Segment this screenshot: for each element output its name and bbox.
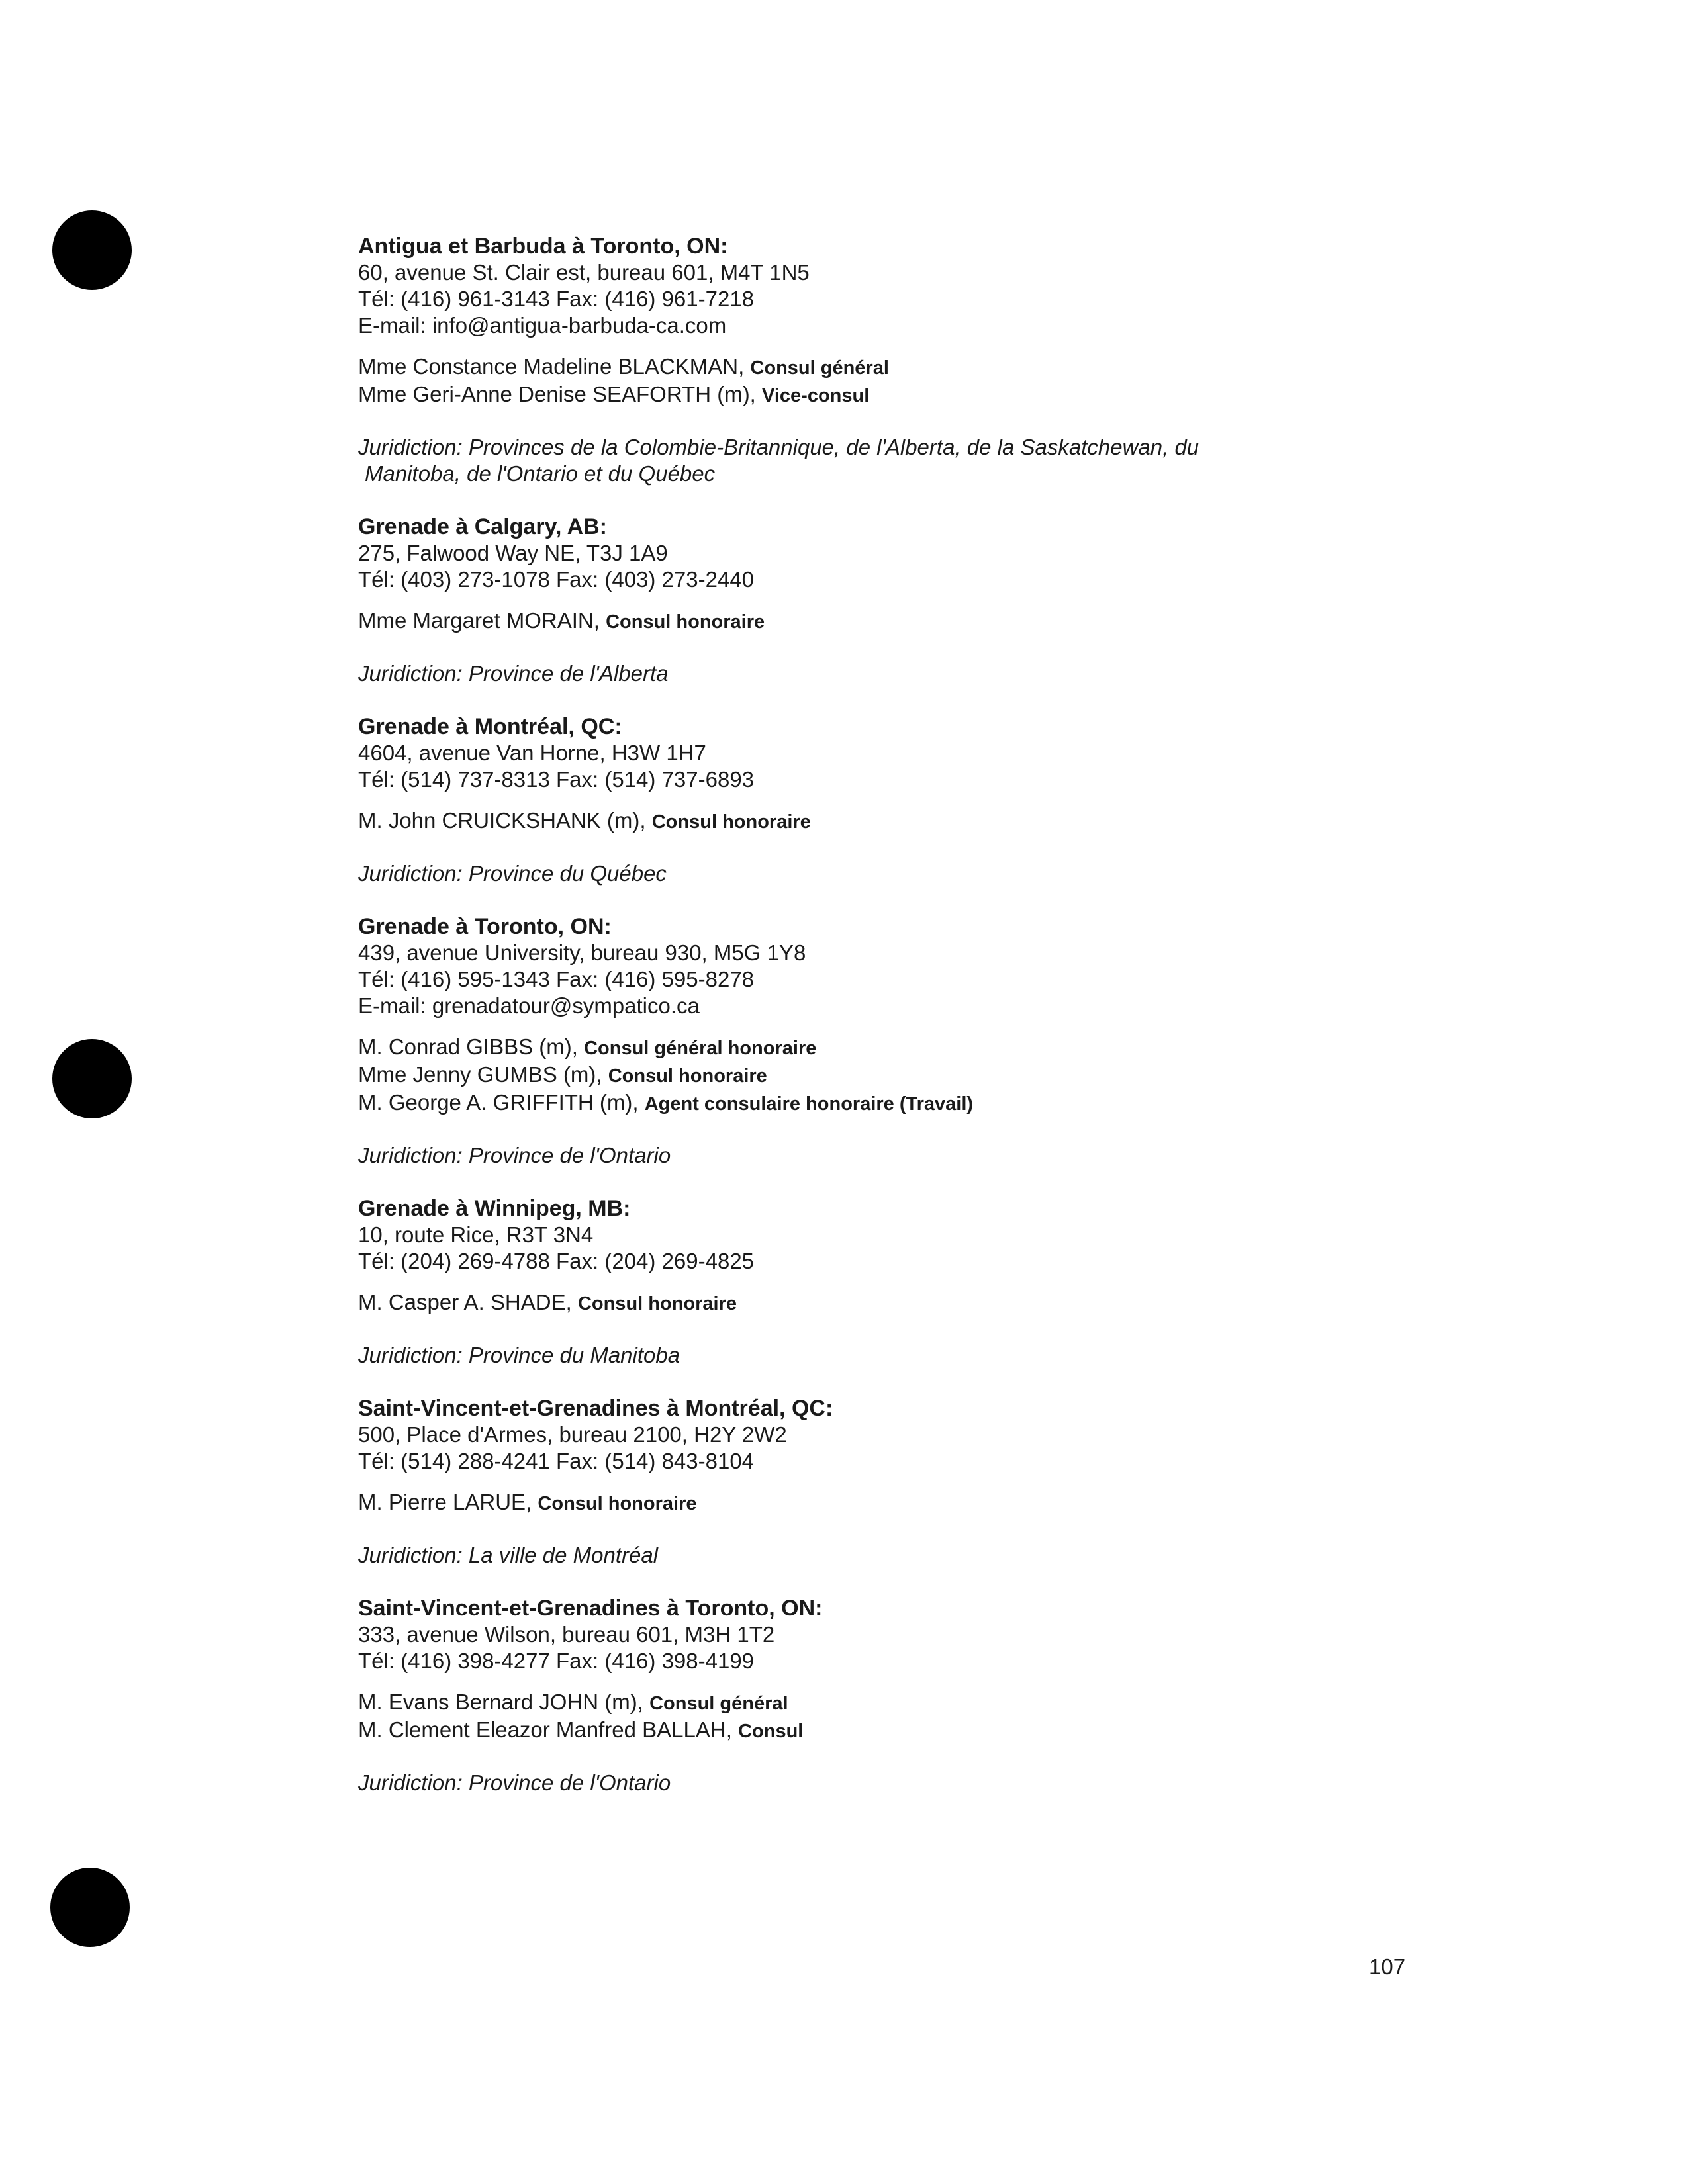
staff-role: Consul honoraire (577, 1293, 737, 1314)
binder-hole (52, 1039, 132, 1118)
staff-list (358, 1034, 1616, 1117)
jurisdiction-line: Juridiction: Province du Québec (358, 861, 667, 886)
staff-name: M. George A. GRIFFITH (m), (358, 1090, 639, 1115)
staff-role: Vice-consul (762, 385, 870, 406)
staff-name: Mme Margaret MORAIN, (358, 608, 600, 633)
entry-email: E-mail: grenadatour@sympatico.ca (358, 993, 700, 1018)
jurisdiction-line: Juridiction: Province du Manitoba (358, 1343, 680, 1367)
jurisdiction (358, 660, 1616, 687)
staff-list (358, 353, 1616, 409)
entry-heading: Grenade à Toronto, ON: (358, 914, 612, 939)
entry-phone: Tél: (204) 269-4788 Fax: (204) 269-4825 (358, 1249, 755, 1273)
staff-name: Mme Constance Madeline BLACKMAN, (358, 354, 745, 379)
staff-member (358, 608, 1616, 635)
entry-phone: Tél: (416) 961-3143 Fax: (416) 961-7218 (358, 287, 755, 311)
jurisdiction (358, 860, 1616, 887)
entry-heading: Grenade à Montréal, QC: (358, 714, 622, 739)
jurisdiction-line: Juridiction: La ville de Montréal (358, 1543, 659, 1567)
staff-name: M. John CRUICKSHANK (m), (358, 808, 646, 833)
entry-phone: Tél: (416) 398-4277 Fax: (416) 398-4199 (358, 1649, 755, 1673)
binder-hole (52, 210, 132, 290)
consulate-entry (358, 514, 1616, 687)
entry-phone: Tél: (514) 737-8313 Fax: (514) 737-6893 (358, 767, 755, 792)
consulate-listing (358, 233, 1616, 1823)
staff-role: Consul honoraire (606, 612, 765, 633)
staff-name: M. Clement Eleazor Manfred BALLAH, (358, 1717, 732, 1742)
consulate-entry (358, 1195, 1616, 1369)
jurisdiction (358, 1142, 1616, 1169)
jurisdiction (358, 1542, 1616, 1569)
staff-name: M. Conrad GIBBS (m), (358, 1034, 578, 1059)
entry-address: 333, avenue Wilson, bureau 601, M3H 1T2 (358, 1622, 775, 1647)
staff-role: Consul général (649, 1693, 788, 1714)
staff-name: Mme Jenny GUMBS (m), (358, 1062, 602, 1087)
staff-member (358, 1717, 1616, 1745)
staff-list (358, 1489, 1616, 1517)
entry-address: 60, avenue St. Clair est, bureau 601, M4T 1N5 (358, 260, 810, 285)
entry-phone: Tél: (514) 288-4241 Fax: (514) 843-8104 (358, 1449, 755, 1473)
staff-name: M. Evans Bernard JOHN (m), (358, 1690, 643, 1714)
entry-address: 439, avenue University, bureau 930, M5G 1Y8 (358, 940, 806, 965)
staff-name: Mme Geri-Anne Denise SEAFORTH (m), (358, 382, 756, 406)
entry-heading: Antigua et Barbuda à Toronto, ON: (358, 234, 728, 259)
entry-phone: Tél: (403) 273-1078 Fax: (403) 273-2440 (358, 567, 755, 592)
staff-role: Consul (738, 1721, 804, 1742)
staff-member (358, 1062, 1616, 1089)
staff-member (358, 381, 1616, 409)
consulate-entry (358, 913, 1616, 1169)
binder-hole (50, 1868, 130, 1947)
entry-address: 275, Falwood Way NE, T3J 1A9 (358, 541, 668, 565)
jurisdiction (358, 1770, 1616, 1796)
jurisdiction-line: Juridiction: Province de l'Alberta (358, 661, 669, 686)
staff-name: M. Pierre LARUE, (358, 1490, 532, 1514)
jurisdiction-line: Manitoba, de l'Ontario et du Québec (365, 461, 716, 486)
entry-phone: Tél: (416) 595-1343 Fax: (416) 595-8278 (358, 967, 755, 991)
staff-role: Consul général honoraire (584, 1038, 817, 1059)
entry-heading: Grenade à Winnipeg, MB: (358, 1196, 631, 1221)
entry-address: 10, route Rice, R3T 3N4 (358, 1222, 594, 1247)
staff-role: Consul général (750, 357, 889, 379)
staff-name: M. Casper A. SHADE, (358, 1290, 572, 1314)
page-number: 107 (1369, 1954, 1406, 1979)
staff-member (358, 353, 1616, 381)
staff-member (358, 1034, 1616, 1062)
consulate-entry (358, 713, 1616, 887)
staff-list (358, 1689, 1616, 1745)
entry-heading: Saint-Vincent-et-Grenadines à Toronto, ON: (358, 1596, 823, 1621)
entry-address: 500, Place d'Armes, bureau 2100, H2Y 2W2 (358, 1422, 787, 1447)
consulate-entry (358, 1395, 1616, 1569)
staff-member (358, 1689, 1616, 1717)
entry-heading: Saint-Vincent-et-Grenadines à Montréal, QC: (358, 1396, 833, 1421)
consulate-entry (358, 1595, 1616, 1796)
consulate-entry (358, 233, 1616, 487)
entry-heading: Grenade à Calgary, AB: (358, 514, 608, 539)
staff-member (358, 1089, 1616, 1117)
jurisdiction (358, 1342, 1616, 1369)
jurisdiction (358, 434, 1616, 487)
staff-member (358, 1289, 1616, 1317)
staff-role: Consul honoraire (538, 1493, 697, 1514)
staff-list (358, 807, 1616, 835)
staff-role: Agent consulaire honoraire (Travail) (644, 1093, 974, 1115)
jurisdiction-line: Juridiction: Province de l'Ontario (358, 1143, 671, 1167)
staff-member (358, 1489, 1616, 1517)
staff-list (358, 1289, 1616, 1317)
staff-list (358, 608, 1616, 635)
staff-role: Consul honoraire (608, 1066, 767, 1087)
staff-role: Consul honoraire (651, 811, 811, 833)
entry-address: 4604, avenue Van Horne, H3W 1H7 (358, 741, 706, 765)
entry-email: E-mail: info@antigua-barbuda-ca.com (358, 313, 727, 338)
staff-member (358, 807, 1616, 835)
jurisdiction-line: Juridiction: Province de l'Ontario (358, 1770, 671, 1795)
jurisdiction-line: Juridiction: Provinces de la Colombie-Britannique, de l'Alberta, de la Saskatchewan, du (358, 435, 1199, 459)
